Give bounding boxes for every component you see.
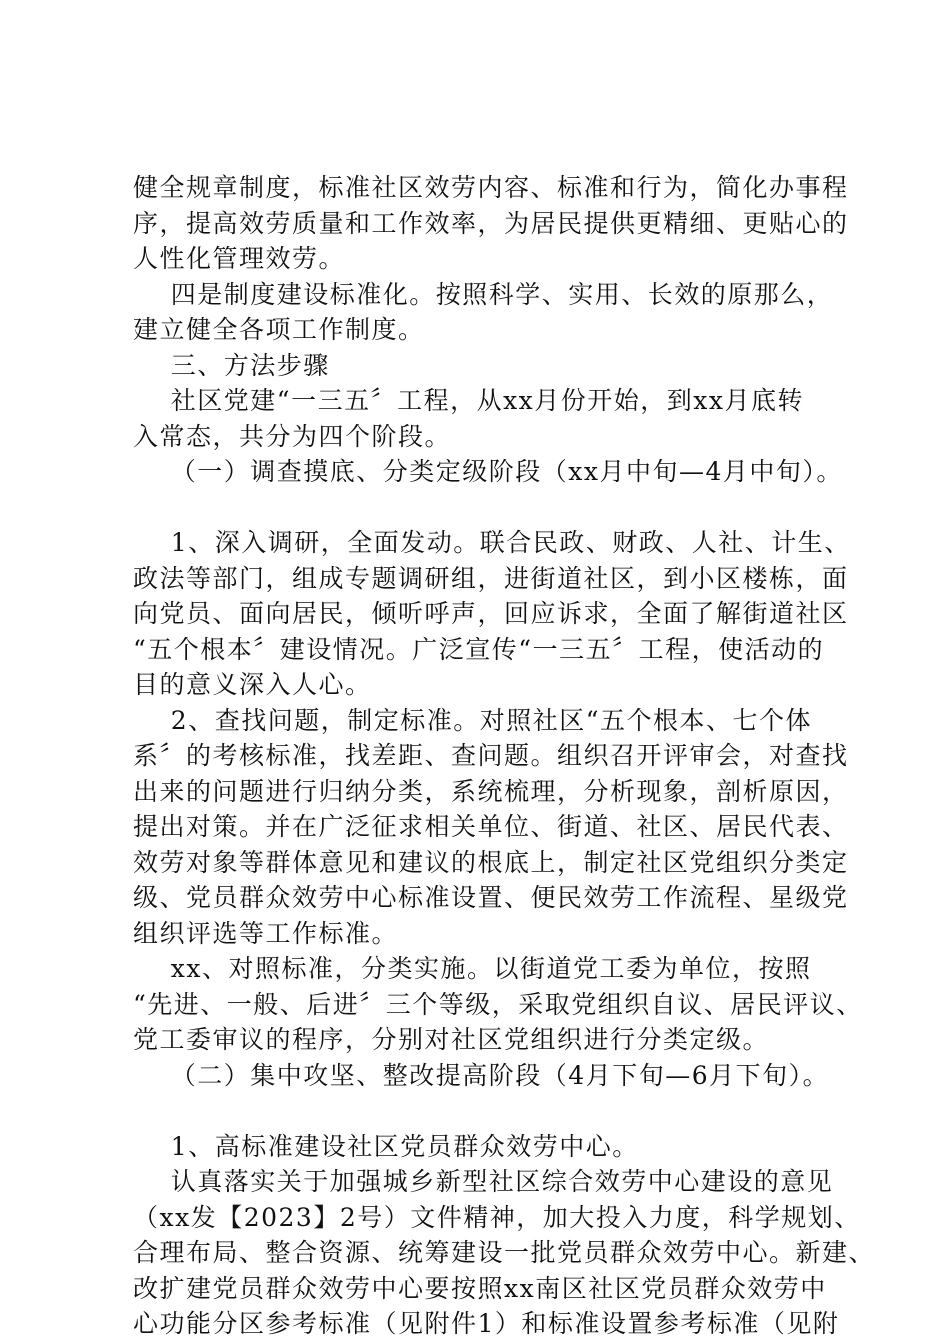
text-line: （xx发【2023】2号）文件精神，加大投入力度，科学规划、 — [133, 1202, 861, 1232]
text-line: 组织评选等工作标准。 — [133, 918, 399, 948]
text-line: 四是制度建设标准化。按照科学、实用、长效的原那么， — [133, 279, 834, 309]
text-line: 提出对策。并在广泛征求相关单位、街道、社区、居民代表、 — [133, 812, 849, 841]
text-line: 入常态，共分为四个阶段。 — [133, 421, 452, 451]
text-line: 向党员、面向居民，倾听呼声，回应诉求，全面了解街道社区 — [133, 599, 849, 628]
text-line: 建立健全各项工作制度。 — [133, 315, 425, 344]
text-line: 效劳对象等群体意见和建议的根底上，制定社区党组织分类定 — [133, 847, 849, 877]
text-line: 社区党建“一三五〞工程，从xx月份开始，到xx月底转 — [133, 386, 804, 415]
text-line: 出来的问题进行归纳分类，系统梳理，分析现象，剖析原因， — [133, 776, 849, 806]
text-line: （二）集中攻坚、整改提高阶段（4月下旬—6月下旬）。 — [133, 1060, 830, 1090]
text-line: “先进、一般、后进〞三个等级，采取党组织自议、居民评议、 — [133, 989, 863, 1019]
text-line: 三、方法步骤 — [133, 350, 330, 380]
text-line: 心功能分区参考标准（见附件1）和标准设置参考标准（见附 — [133, 1309, 840, 1338]
text-line: 2、查找问题，制定标准。对照社区“五个根本、七个体 — [133, 705, 812, 735]
text-line: 1、深入调研，全面发动。联合民政、财政、人社、计生、 — [133, 528, 851, 557]
text-line: 合理布局、整合资源、统筹建设一批党员群众效劳中心。新建、 — [133, 1238, 876, 1267]
text-line: 党工委审议的程序，分别对社区党组织进行分类定级。 — [133, 1025, 770, 1054]
text-line: 序，提高效劳质量和工作效率，为居民提供更精细、更贴心的 — [133, 208, 849, 238]
text-line: （一）调查摸底、分类定级阶段（xx月中旬—4月中旬）。 — [133, 457, 843, 486]
text-line: 改扩建党员群众效劳中心要按照xx南区社区党员群众效劳中 — [133, 1273, 827, 1303]
blank-line — [133, 490, 833, 526]
text-line: 系〞的考核标准，找差距、查问题。组织召开评审会，对查找 — [133, 741, 849, 770]
text-line: “五个根本〞建设情况。广泛宣传“一三五〞工程，使活动的 — [133, 634, 825, 664]
text-line: 目的意义深入人心。 — [133, 670, 372, 699]
text-line: 人性化管理效劳。 — [133, 244, 346, 273]
text-line: 认真落实关于加强城乡新型社区综合效劳中心建设的意见 — [133, 1167, 834, 1196]
document-body — [133, 170, 876, 1342]
blank-line — [133, 1093, 833, 1129]
text-line: 级、党员群众效劳中心标准设置、便民效劳工作流程、星级党 — [133, 883, 849, 912]
text-line: 健全规章制度，标准社区效劳内容、标准和行为，简化办事程 — [133, 173, 849, 202]
text-line: 政法等部门，组成专题调研组，进街道社区，到小区楼栋，面 — [133, 563, 849, 593]
text-line: xx、对照标准，分类实施。以街道党工委为单位，按照 — [133, 954, 812, 983]
text-line: 1、高标准建设社区党员群众效劳中心。 — [133, 1131, 639, 1161]
